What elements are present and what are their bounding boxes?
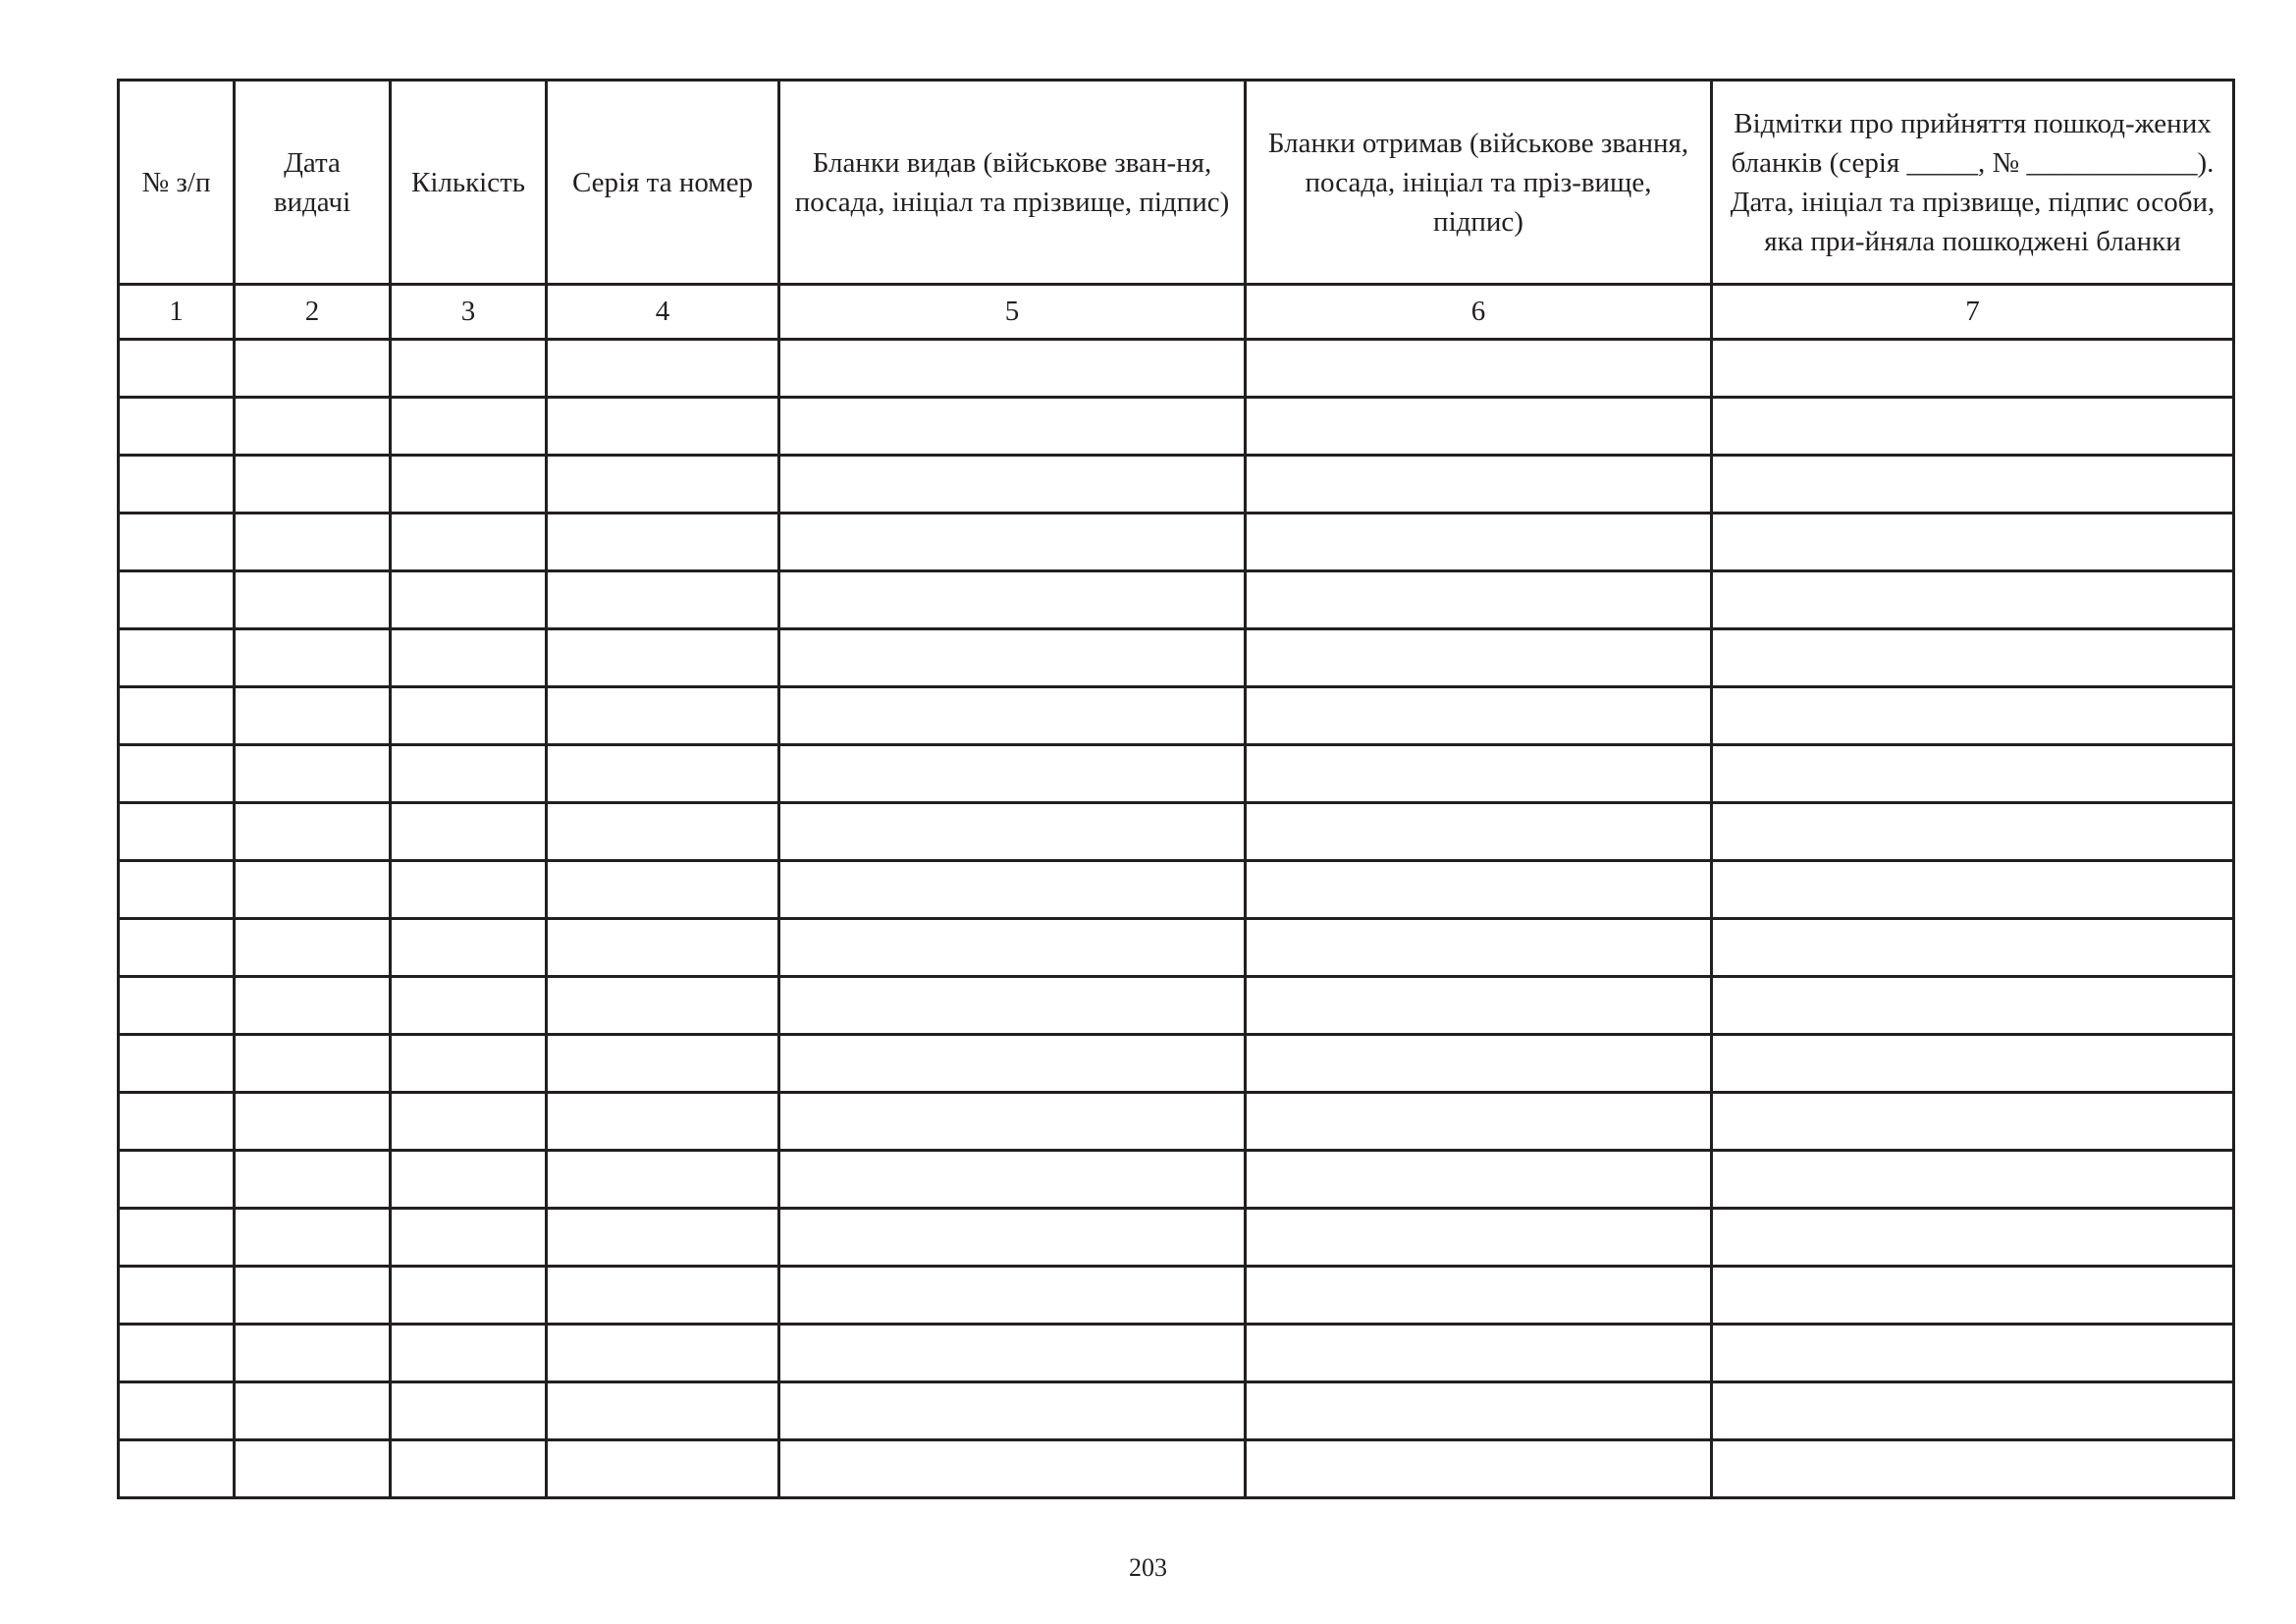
- table-row: [119, 456, 2234, 514]
- column-number-row: [119, 285, 2234, 340]
- table-cell: [779, 629, 1246, 687]
- table-row: [119, 1151, 2234, 1209]
- header-cell-received-by: Бланки отримав (військове звання, посада, ініціал та пріз-вище, підпис): [1246, 81, 1712, 285]
- table-cell: [235, 803, 391, 861]
- table-row: [119, 629, 2234, 687]
- table-cell: [1246, 1209, 1712, 1267]
- table-cell: [1712, 340, 2234, 398]
- header-cell-issue-date: Дата видачі: [235, 81, 391, 285]
- table-cell: [119, 629, 235, 687]
- table-cell: [391, 571, 547, 629]
- table-row: [119, 1035, 2234, 1093]
- table-row: [119, 571, 2234, 629]
- table-cell: [779, 456, 1246, 514]
- table-cell: [119, 687, 235, 745]
- table-cell: [391, 1325, 547, 1382]
- table-cell: [391, 629, 547, 687]
- table-cell: [1246, 1267, 1712, 1325]
- table-cell: [391, 803, 547, 861]
- table-cell: [391, 1151, 547, 1209]
- table-row: [119, 687, 2234, 745]
- table-cell: [779, 1325, 1246, 1382]
- table-cell: [779, 977, 1246, 1035]
- table-cell: [391, 1093, 547, 1151]
- table-cell: [1246, 398, 1712, 456]
- table-cell: [779, 514, 1246, 571]
- table-cell: [235, 456, 391, 514]
- table-cell: [235, 1382, 391, 1440]
- table-cell: [391, 340, 547, 398]
- table-cell: [119, 1267, 235, 1325]
- table-cell: [119, 919, 235, 977]
- table-cell: [547, 1325, 779, 1382]
- table-cell: [119, 456, 235, 514]
- table-row: [119, 1440, 2234, 1498]
- header-cell-series-number: Серія та номер: [547, 81, 779, 285]
- table-cell: [1246, 629, 1712, 687]
- table-row: [119, 745, 2234, 803]
- column-number-cell: 1: [119, 285, 235, 340]
- table-cell: [235, 977, 391, 1035]
- table-cell: [235, 919, 391, 977]
- table-cell: [235, 571, 391, 629]
- column-number-cell: 3: [391, 285, 547, 340]
- table-cell: [235, 629, 391, 687]
- table-cell: [119, 1093, 235, 1151]
- table-cell: [779, 340, 1246, 398]
- table-cell: [547, 1267, 779, 1325]
- table-row: [119, 514, 2234, 571]
- table-cell: [547, 745, 779, 803]
- table-cell: [1246, 977, 1712, 1035]
- table-cell: [779, 687, 1246, 745]
- table-cell: [547, 1382, 779, 1440]
- table-cell: [779, 861, 1246, 919]
- table-cell: [1246, 1151, 1712, 1209]
- table-cell: [1246, 1035, 1712, 1093]
- table-cell: [235, 398, 391, 456]
- table-cell: [1712, 1209, 2234, 1267]
- table-cell: [119, 1209, 235, 1267]
- header-cell-issued-by: Бланки видав (військове зван-ня, посада, ініціал та прізвище, підпис): [779, 81, 1246, 285]
- table-cell: [547, 571, 779, 629]
- table-cell: [391, 687, 547, 745]
- table-cell: [119, 514, 235, 571]
- table-row: [119, 1267, 2234, 1325]
- table-row: [119, 1093, 2234, 1151]
- table-cell: [391, 1382, 547, 1440]
- table-cell: [1712, 1440, 2234, 1498]
- table-cell: [1712, 1151, 2234, 1209]
- table-row: [119, 919, 2234, 977]
- table-row: [119, 803, 2234, 861]
- table-cell: [391, 456, 547, 514]
- table-cell: [779, 745, 1246, 803]
- table-cell: [391, 1209, 547, 1267]
- table-cell: [1712, 629, 2234, 687]
- table-cell: [1246, 861, 1712, 919]
- column-number-cell: 2: [235, 285, 391, 340]
- table-cell: [547, 1093, 779, 1151]
- table-cell: [547, 514, 779, 571]
- table-cell: [1246, 687, 1712, 745]
- table-cell: [391, 745, 547, 803]
- table-row: [119, 1325, 2234, 1382]
- table-cell: [391, 1035, 547, 1093]
- table-cell: [1246, 1093, 1712, 1151]
- table-cell: [1712, 1035, 2234, 1093]
- table-cell: [1246, 745, 1712, 803]
- table-cell: [779, 1209, 1246, 1267]
- table-cell: [1712, 861, 2234, 919]
- table-row: [119, 977, 2234, 1035]
- table-cell: [547, 1151, 779, 1209]
- table-cell: [779, 1093, 1246, 1151]
- column-number-cell: 6: [1246, 285, 1712, 340]
- table-cell: [119, 803, 235, 861]
- table-row: [119, 1382, 2234, 1440]
- table-cell: [1712, 745, 2234, 803]
- table-cell: [779, 1382, 1246, 1440]
- table-cell: [779, 398, 1246, 456]
- table-cell: [235, 861, 391, 919]
- table-cell: [1712, 803, 2234, 861]
- table-cell: [547, 977, 779, 1035]
- table-cell: [235, 687, 391, 745]
- table-cell: [119, 1325, 235, 1382]
- table-cell: [779, 919, 1246, 977]
- table-cell: [547, 1035, 779, 1093]
- table-cell: [1246, 340, 1712, 398]
- table-cell: [1246, 1325, 1712, 1382]
- table-cell: [235, 1325, 391, 1382]
- header-row: [119, 81, 2234, 285]
- table-cell: [235, 1035, 391, 1093]
- table-cell: [235, 1209, 391, 1267]
- table-cell: [235, 745, 391, 803]
- table-row: [119, 1209, 2234, 1267]
- table-cell: [1246, 514, 1712, 571]
- table-cell: [779, 1035, 1246, 1093]
- table-cell: [547, 1440, 779, 1498]
- table-cell: [1246, 456, 1712, 514]
- table-cell: [391, 1267, 547, 1325]
- table-cell: [1246, 1440, 1712, 1498]
- table-cell: [235, 1267, 391, 1325]
- page-number: 203: [1129, 1553, 1167, 1582]
- table-cell: [119, 1382, 235, 1440]
- table-cell: [1712, 1267, 2234, 1325]
- table-cell: [119, 1440, 235, 1498]
- table-cell: [391, 977, 547, 1035]
- table-cell: [1712, 687, 2234, 745]
- table-cell: [547, 1209, 779, 1267]
- table-cell: [391, 919, 547, 977]
- table-cell: [547, 687, 779, 745]
- header-cell-quantity: Кількість: [391, 81, 547, 285]
- table-cell: [547, 919, 779, 977]
- table-cell: [119, 745, 235, 803]
- table-row: [119, 340, 2234, 398]
- table-cell: [391, 514, 547, 571]
- header-cell-number: № з/п: [119, 81, 235, 285]
- table-cell: [779, 1440, 1246, 1498]
- table-cell: [235, 1151, 391, 1209]
- table-cell: [1712, 514, 2234, 571]
- table-cell: [119, 340, 235, 398]
- table-cell: [1712, 977, 2234, 1035]
- table-cell: [1712, 1382, 2234, 1440]
- table-cell: [235, 1440, 391, 1498]
- table-cell: [1246, 803, 1712, 861]
- table-cell: [1246, 571, 1712, 629]
- table-cell: [779, 571, 1246, 629]
- table-cell: [1712, 919, 2234, 977]
- table-cell: [779, 1267, 1246, 1325]
- table-cell: [119, 1035, 235, 1093]
- column-number-cell: 4: [547, 285, 779, 340]
- table-cell: [547, 861, 779, 919]
- header-cell-damaged-forms-notes: Відмітки про прийняття пошкод-жених бланків (серія _____, № ____________). Дата, ініціал та прізвище, підпис особи, яка при-йняла пошкоджені бланки: [1712, 81, 2234, 285]
- table-cell: [391, 861, 547, 919]
- table-cell: [1712, 456, 2234, 514]
- table-cell: [119, 1151, 235, 1209]
- table-cell: [391, 398, 547, 456]
- table-cell: [119, 398, 235, 456]
- table-cell: [1712, 1325, 2234, 1382]
- table-cell: [547, 398, 779, 456]
- table-cell: [1246, 919, 1712, 977]
- column-number-cell: 5: [779, 285, 1246, 340]
- table-cell: [1246, 1382, 1712, 1440]
- table-cell: [391, 1440, 547, 1498]
- table-cell: [235, 340, 391, 398]
- table-cell: [235, 514, 391, 571]
- table-cell: [1712, 571, 2234, 629]
- table-cell: [779, 803, 1246, 861]
- table-row: [119, 398, 2234, 456]
- table-cell: [779, 1151, 1246, 1209]
- table-cell: [119, 861, 235, 919]
- table-cell: [1712, 1093, 2234, 1151]
- table-cell: [547, 340, 779, 398]
- table-cell: [547, 803, 779, 861]
- register-table: [117, 79, 2235, 1499]
- table-cell: [547, 629, 779, 687]
- table-cell: [119, 571, 235, 629]
- table-row: [119, 861, 2234, 919]
- table-cell: [119, 977, 235, 1035]
- table-cell: [235, 1093, 391, 1151]
- table-cell: [1712, 398, 2234, 456]
- table-cell: [547, 456, 779, 514]
- column-number-cell: 7: [1712, 285, 2234, 340]
